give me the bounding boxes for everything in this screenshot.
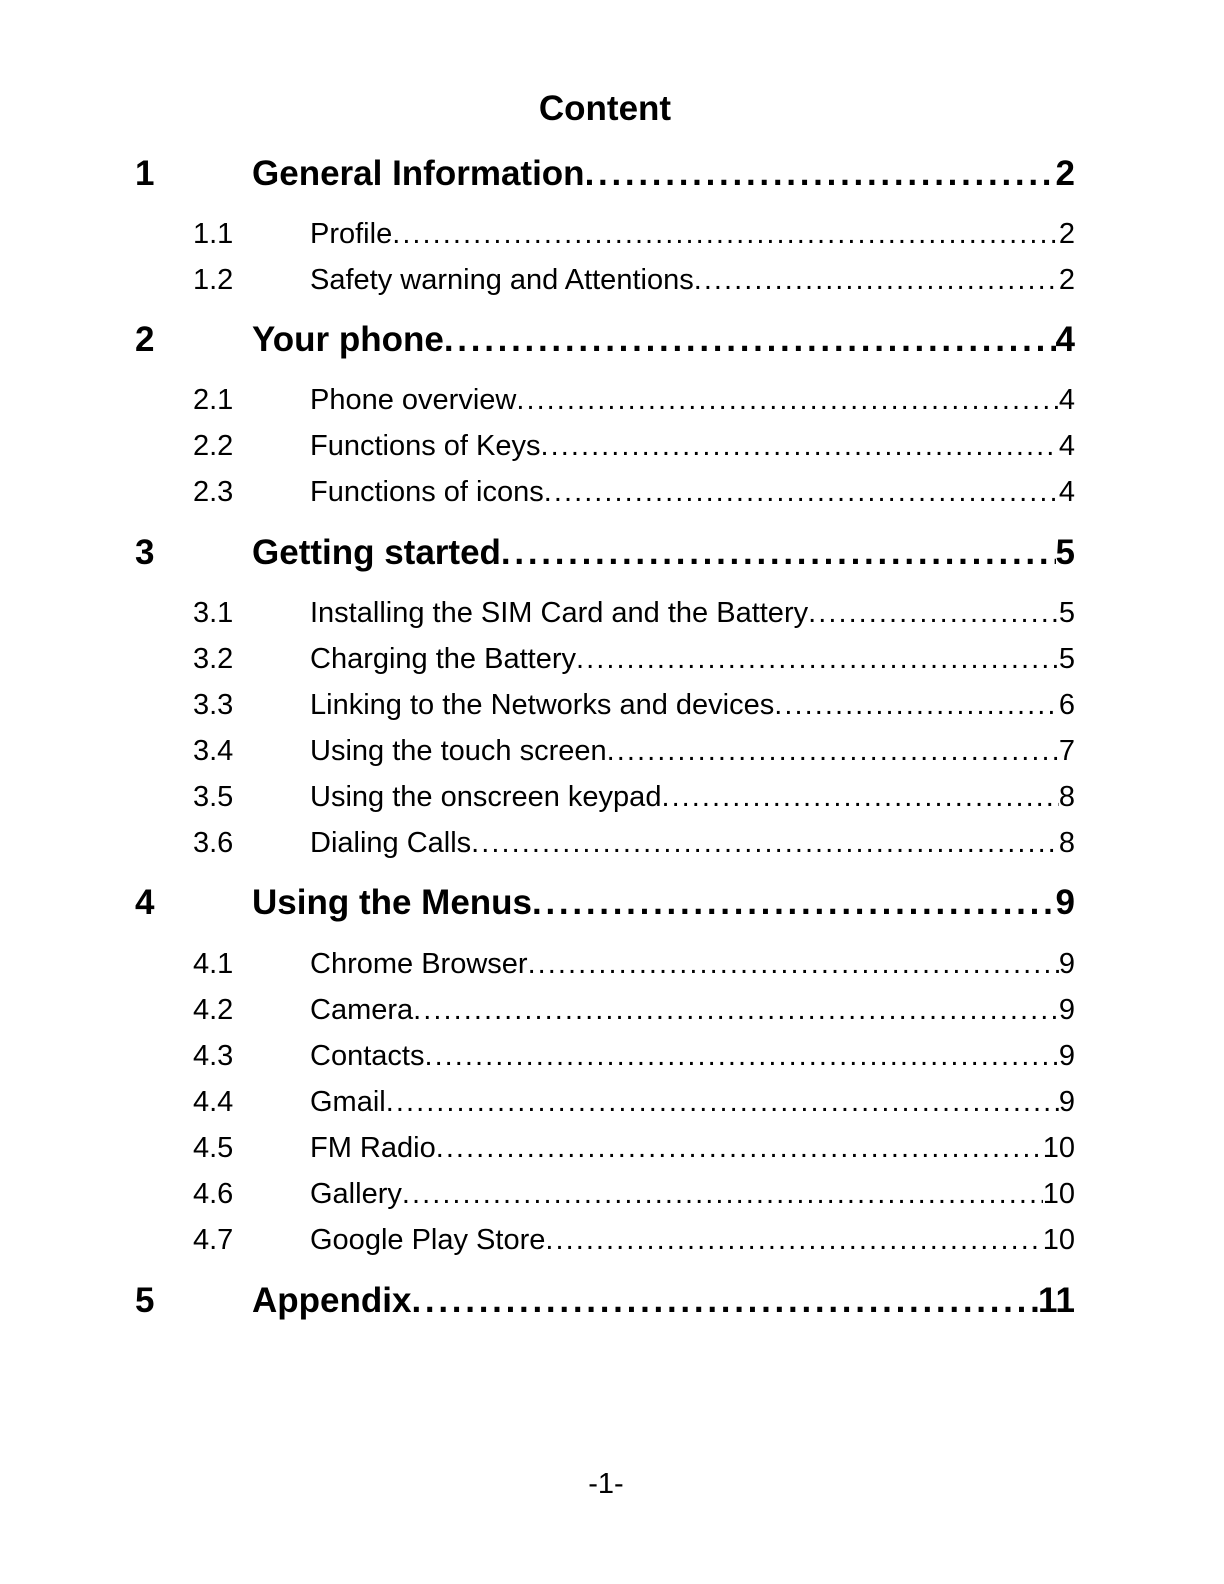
toc-section-entry[interactable] — [193, 825, 1075, 861]
dot-leader — [774, 687, 1059, 723]
section-page-number: 7 — [1058, 735, 1075, 767]
section-page-number: 9 — [1058, 948, 1075, 980]
section-page-number: 8 — [1058, 827, 1075, 859]
section-number: 1.1 — [193, 218, 234, 250]
dot-leader — [413, 992, 1059, 1028]
section-title: Functions of Keys — [310, 430, 541, 462]
dot-leader — [411, 1280, 1038, 1322]
section-title: Gallery — [310, 1178, 402, 1210]
section-page-number: 9 — [1058, 1040, 1075, 1072]
dot-leader — [544, 474, 1059, 510]
toc-chapter-entry[interactable] — [135, 153, 1075, 195]
toc-section-entry[interactable] — [193, 428, 1075, 464]
dot-leader — [424, 1038, 1058, 1074]
section-title: Using the onscreen keypad — [310, 781, 662, 813]
dot-leader — [516, 382, 1059, 418]
dot-leader — [607, 733, 1059, 769]
section-number: 3.1 — [193, 597, 234, 629]
page-number: -1- — [588, 1468, 624, 1500]
chapter-page-number: 9 — [1055, 883, 1075, 922]
dot-leader — [402, 1176, 1043, 1212]
section-page-number: 4 — [1058, 384, 1075, 416]
section-page-number: 4 — [1058, 430, 1075, 462]
section-number: 3.4 — [193, 735, 234, 767]
toc-section-entry[interactable] — [193, 1222, 1075, 1258]
toc-section-entry[interactable] — [193, 1084, 1075, 1120]
section-title: Linking to the Networks and devices — [310, 689, 775, 721]
section-number: 4.4 — [193, 1086, 234, 1118]
dot-leader — [392, 216, 1059, 252]
section-number: 4.1 — [193, 948, 234, 980]
section-title: Chrome Browser — [310, 948, 528, 980]
toc-chapter-entry[interactable] — [135, 319, 1075, 361]
section-page-number: 2 — [1058, 264, 1075, 296]
dot-leader — [501, 532, 1056, 574]
toc-section-entry[interactable] — [193, 992, 1075, 1028]
section-title: Functions of icons — [310, 476, 544, 508]
chapter-title: Your phone — [252, 320, 444, 359]
toc-section-entry[interactable] — [193, 1176, 1075, 1212]
section-title: Dialing Calls — [310, 827, 472, 859]
dot-leader — [576, 641, 1059, 677]
section-number: 3.5 — [193, 781, 234, 813]
toc-section-entry[interactable] — [193, 474, 1075, 510]
toc-section-entry[interactable] — [193, 946, 1075, 982]
section-number: 3.6 — [193, 827, 234, 859]
chapter-number: 2 — [135, 320, 155, 359]
section-title: Installing the SIM Card and the Battery — [310, 597, 809, 629]
dot-leader — [545, 1222, 1042, 1258]
section-page-number: 5 — [1058, 643, 1075, 675]
toc-section-entry[interactable] — [193, 641, 1075, 677]
section-number: 2.3 — [193, 476, 234, 508]
toc-chapter-entry[interactable] — [135, 1280, 1075, 1322]
chapter-title: Using the Menus — [252, 883, 533, 922]
chapter-number: 3 — [135, 533, 155, 572]
section-page-number: 6 — [1058, 689, 1075, 721]
toc-section-entry[interactable] — [193, 1130, 1075, 1166]
section-number: 4.7 — [193, 1224, 234, 1256]
toc-section-entry[interactable] — [193, 382, 1075, 418]
chapter-page-number: 11 — [1038, 1281, 1075, 1320]
toc-section-entry[interactable] — [193, 262, 1075, 298]
dot-leader — [694, 262, 1059, 298]
section-page-number: 8 — [1058, 781, 1075, 813]
page-title: Content — [538, 89, 672, 128]
dot-leader — [808, 595, 1059, 631]
section-number: 4.2 — [193, 994, 234, 1026]
section-title: Contacts — [310, 1040, 425, 1072]
section-title: Safety warning and Attentions — [310, 264, 694, 296]
section-number: 2.2 — [193, 430, 234, 462]
toc-section-entry[interactable] — [193, 595, 1075, 631]
dot-leader — [661, 779, 1058, 815]
toc-section-entry[interactable] — [193, 216, 1075, 252]
section-number: 4.6 — [193, 1178, 234, 1210]
dot-leader — [532, 882, 1056, 924]
toc-chapter-entry[interactable] — [135, 532, 1075, 574]
chapter-title: Getting started — [252, 533, 501, 572]
chapter-number: 1 — [135, 154, 155, 193]
section-page-number: 4 — [1058, 476, 1075, 508]
toc-chapter-entry[interactable] — [135, 882, 1075, 924]
dot-leader — [436, 1130, 1043, 1166]
section-page-number: 9 — [1058, 994, 1075, 1026]
chapter-title: Appendix — [252, 1281, 412, 1320]
chapter-number: 4 — [135, 883, 155, 922]
dot-leader — [585, 153, 1056, 195]
section-title: Charging the Battery — [310, 643, 576, 675]
section-title: Profile — [310, 218, 393, 250]
section-number: 1.2 — [193, 264, 234, 296]
section-page-number: 10 — [1042, 1132, 1075, 1164]
section-page-number: 10 — [1042, 1224, 1075, 1256]
section-page-number: 5 — [1058, 597, 1075, 629]
section-title: Gmail — [310, 1086, 386, 1118]
dot-leader — [444, 319, 1056, 361]
section-title: Phone overview — [310, 384, 517, 416]
section-title: Google Play Store — [310, 1224, 546, 1256]
chapter-title: General Information — [252, 154, 585, 193]
toc-section-entry[interactable] — [193, 779, 1075, 815]
section-number: 3.2 — [193, 643, 234, 675]
dot-leader — [541, 428, 1059, 464]
section-number: 3.3 — [193, 689, 234, 721]
section-page-number: 2 — [1058, 218, 1075, 250]
dot-leader — [471, 825, 1059, 861]
chapter-page-number: 2 — [1055, 154, 1075, 193]
section-title: Camera — [310, 994, 414, 1026]
section-page-number: 10 — [1042, 1178, 1075, 1210]
dot-leader — [386, 1084, 1059, 1120]
section-page-number: 9 — [1058, 1086, 1075, 1118]
toc-section-entry[interactable] — [193, 687, 1075, 723]
chapter-page-number: 5 — [1055, 533, 1075, 572]
section-title: Using the touch screen — [310, 735, 607, 767]
chapter-page-number: 4 — [1055, 320, 1075, 359]
section-title: FM Radio — [310, 1132, 436, 1164]
toc-section-entry[interactable] — [193, 733, 1075, 769]
section-number: 2.1 — [193, 384, 234, 416]
section-number: 4.3 — [193, 1040, 234, 1072]
dot-leader — [528, 946, 1059, 982]
toc-section-entry[interactable] — [193, 1038, 1075, 1074]
chapter-number: 5 — [135, 1281, 155, 1320]
section-number: 4.5 — [193, 1132, 234, 1164]
